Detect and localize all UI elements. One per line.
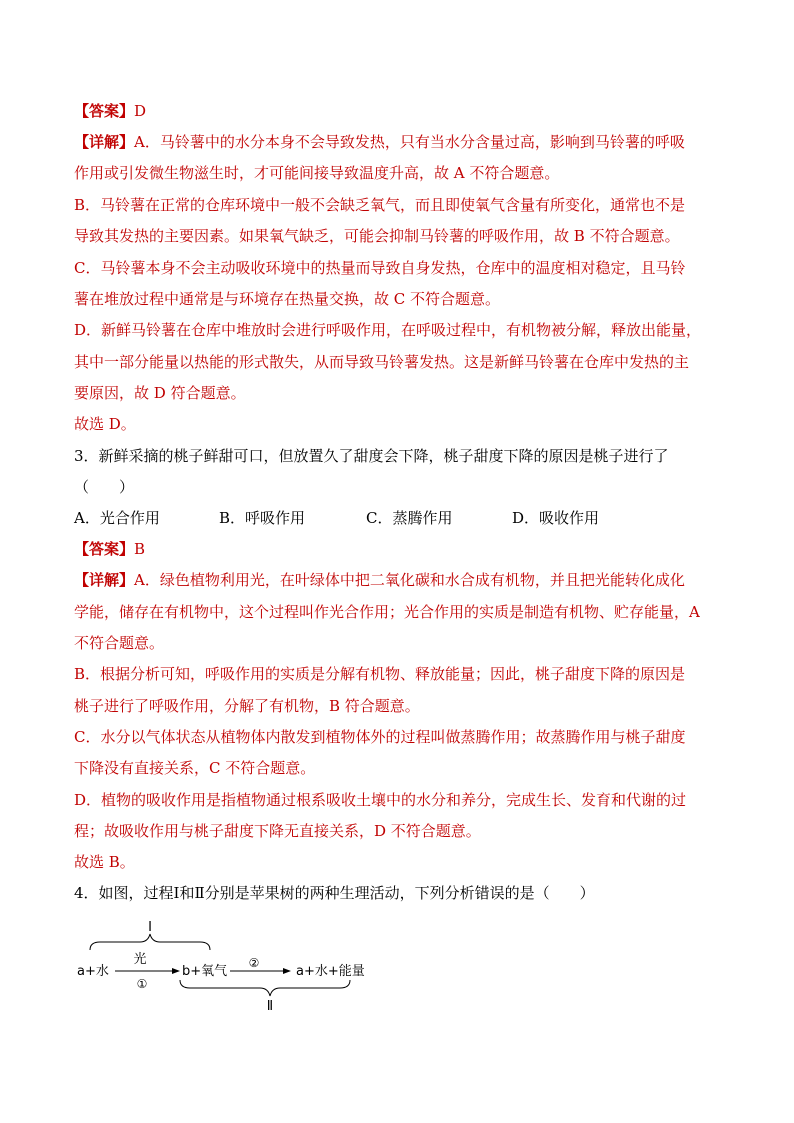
step-2-label: ② bbox=[248, 956, 260, 970]
step-1-label: ① bbox=[136, 977, 148, 991]
arrow-1-head bbox=[172, 968, 180, 974]
q3-stem-line2: （ ） bbox=[74, 478, 135, 496]
answer-value: B bbox=[134, 540, 146, 558]
detail-tag: 【详解】 bbox=[74, 133, 135, 151]
q3-stem-line1: 3．新鲜采摘的桃子鲜甜可口，但放置久了甜度会下降，桃子甜度下降的原因是桃子进行了 bbox=[74, 447, 669, 465]
q3-option-c: C．蒸腾作用 bbox=[366, 509, 453, 527]
reactants-text: a+水 bbox=[77, 964, 109, 979]
process-diagram bbox=[70, 918, 390, 1018]
detail-tag: 【详解】 bbox=[74, 571, 135, 589]
brace-bottom bbox=[180, 980, 350, 996]
q3-option-d: D．吸收作用 bbox=[512, 509, 600, 527]
q3-option-a: A．光合作用 bbox=[74, 509, 160, 527]
detail-text: A．绿色植物利用光，在叶绿体中把二氧化碳和水合成有机物，并且把光能转化成化 bbox=[134, 571, 685, 589]
q3-detail-d-line1: D．植物的吸收作用是指植物通过根系吸收土壤中的水分和养分，完成生长、发育和代谢的过 bbox=[74, 791, 687, 809]
q2-detail-a-line2: 作用或引发微生物滋生时，才可能间接导致温度升高，故 A 不符合题意。 bbox=[74, 164, 560, 182]
arrow-2-head bbox=[283, 968, 291, 974]
q2-detail-b-line1: B．马铃薯在正常的仓库环境中一般不会缺乏氧气，而且即使氧气含量有所变化，通常也不是 bbox=[74, 196, 686, 214]
label-process-II: Ⅱ bbox=[266, 999, 274, 1014]
q3-detail-a-line3: 不符合题意。 bbox=[74, 634, 165, 652]
q2-detail-a-line1 bbox=[74, 132, 685, 152]
q3-detail-c-line1: C．水分以气体状态从植物体内散发到植物体外的过程叫做蒸腾作用；故蒸腾作用与桃子甜度 bbox=[74, 728, 686, 746]
q3-conclusion: 故选 B。 bbox=[74, 853, 135, 871]
q2-detail-b-line2: 导致其发热的主要因素。如果氧气缺乏，可能会抑制马铃薯的呼吸作用，故 B 不符合题意。 bbox=[74, 227, 680, 245]
q3-detail-d-line2: 程；故吸收作用与桃子甜度下降无直接关系，D 不符合题意。 bbox=[74, 822, 481, 840]
q2-detail-d-line2: 其中一部分能量以热能的形式散失，从而导致马铃薯发热。这是新鲜马铃薯在仓库中发热的主 bbox=[74, 353, 690, 371]
q2-detail-d-line1: D．新鲜马铃薯在仓库中堆放时会进行呼吸作用，在呼吸过程中，有机物被分解，释放出能量， bbox=[74, 321, 702, 339]
q3-option-b: B．呼吸作用 bbox=[219, 509, 306, 527]
middle-text: b+氧气 bbox=[182, 964, 228, 979]
light-label: 光 bbox=[133, 952, 147, 967]
q2-detail-d-line3: 要原因，故 D 符合题意。 bbox=[74, 384, 246, 402]
q4-stem: 4．如图，过程Ⅰ和Ⅱ分别是苹果树的两种生理活动，下列分析错误的是（ ） bbox=[74, 884, 595, 902]
q2-answer-line bbox=[74, 101, 146, 121]
q2-detail-c-line2: 薯在堆放过程中通常是与环境存在热量交换，故 C 不符合题意。 bbox=[74, 290, 501, 308]
detail-text: A．马铃薯中的水分本身不会导致发热，只有当水分含量过高，影响到马铃薯的呼吸 bbox=[134, 133, 685, 151]
products-text: a+水+能量 bbox=[296, 964, 365, 979]
q3-answer-line bbox=[74, 539, 145, 559]
q3-detail-b-line2: 桃子进行了呼吸作用，分解了有机物，B 符合题意。 bbox=[74, 697, 420, 715]
q2-detail-c-line1: C．马铃薯本身不会主动吸收环境中的热量而导致自身发热，仓库中的温度相对稳定，且马铃 bbox=[74, 259, 686, 277]
brace-top bbox=[90, 934, 210, 950]
q3-detail-a-line1 bbox=[74, 570, 685, 590]
answer-value: D bbox=[134, 102, 147, 120]
q3-detail-b-line1: B．根据分析可知，呼吸作用的实质是分解有机物、释放能量；因此，桃子甜度下降的原因是 bbox=[74, 665, 686, 683]
label-process-I: Ⅰ bbox=[148, 920, 152, 935]
q2-conclusion: 故选 D。 bbox=[74, 415, 136, 433]
answer-tag: 【答案】 bbox=[74, 540, 135, 558]
q3-detail-c-line2: 下降没有直接关系，C 不符合题意。 bbox=[74, 759, 316, 777]
answer-tag: 【答案】 bbox=[74, 102, 135, 120]
q3-detail-a-line2: 学能，储存在有机物中，这个过程叫作光合作用；光合作用的实质是制造有机物、贮存能量，A bbox=[74, 603, 700, 621]
